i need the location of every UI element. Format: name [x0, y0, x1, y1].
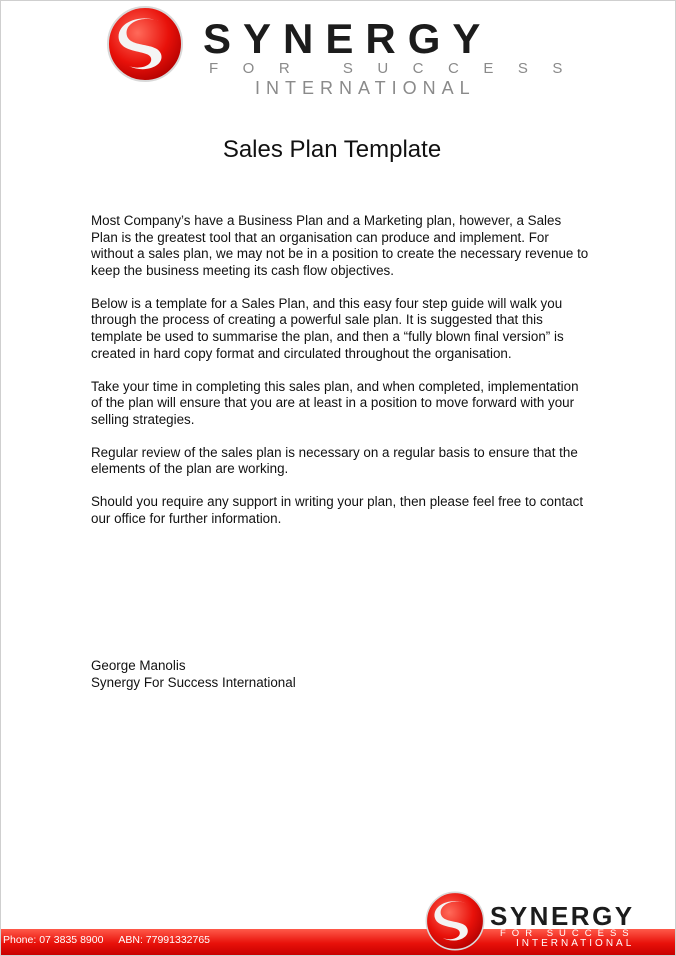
paragraph: Below is a template for a Sales Plan, and this easy four step guide will walk you through the process of creating a powerful sale plan. It is suggested that this template be used to summarise the plan, and then a “fully blown final version” is created in hard copy format and circulated throughout the organisation.	[91, 295, 564, 361]
paragraph: Regular review of the sales plan is necessary on a regular basis to ensure that the elements of the plan are working.	[91, 444, 578, 477]
paragraph: Take your time in completing this sales plan, and when completed, implementation of the plan will ensure that you are at least in a position to move forward with your selling strategies.	[91, 378, 579, 427]
document-body	[91, 213, 591, 544]
footer-logo-wordmark: SYNERGY	[490, 901, 635, 931]
signature-organisation: Synergy For Success International	[91, 675, 296, 690]
footer-logo	[424, 890, 670, 952]
signature-block	[91, 657, 296, 691]
logo-tagline: FOR SUCCESS	[209, 60, 587, 77]
footer-logo-subline: INTERNATIONAL	[516, 938, 635, 949]
document-title: Sales Plan Template	[222, 136, 442, 163]
logo-subline: INTERNATIONAL	[255, 78, 476, 98]
signature-name: George Manolis	[91, 658, 186, 673]
footer-logo-tagline: FOR SUCCESS	[500, 928, 635, 939]
synergy-swoosh-logo-icon	[424, 890, 486, 952]
footer-contact	[3, 933, 210, 947]
footer-phone: Phone: 07 3835 8900	[3, 934, 104, 946]
paragraph: Should you require any support in writing your plan, then please feel free to contact our office for further information.	[91, 494, 584, 526]
logo-wordmark: SYNERGY	[203, 15, 493, 62]
paragraph: Most Company’s have a Business Plan and a Marketing plan, however, a Sales Plan is the greatest tool that an organisation can produce and implement. For without a sales plan, we may not be in a position to create the necessary revenue to keep the business meeting its cash flow objectives.	[91, 213, 589, 278]
synergy-swoosh-logo-icon	[105, 4, 185, 84]
header-logo	[105, 4, 587, 98]
footer-abn: ABN: 77991332765	[118, 934, 211, 946]
